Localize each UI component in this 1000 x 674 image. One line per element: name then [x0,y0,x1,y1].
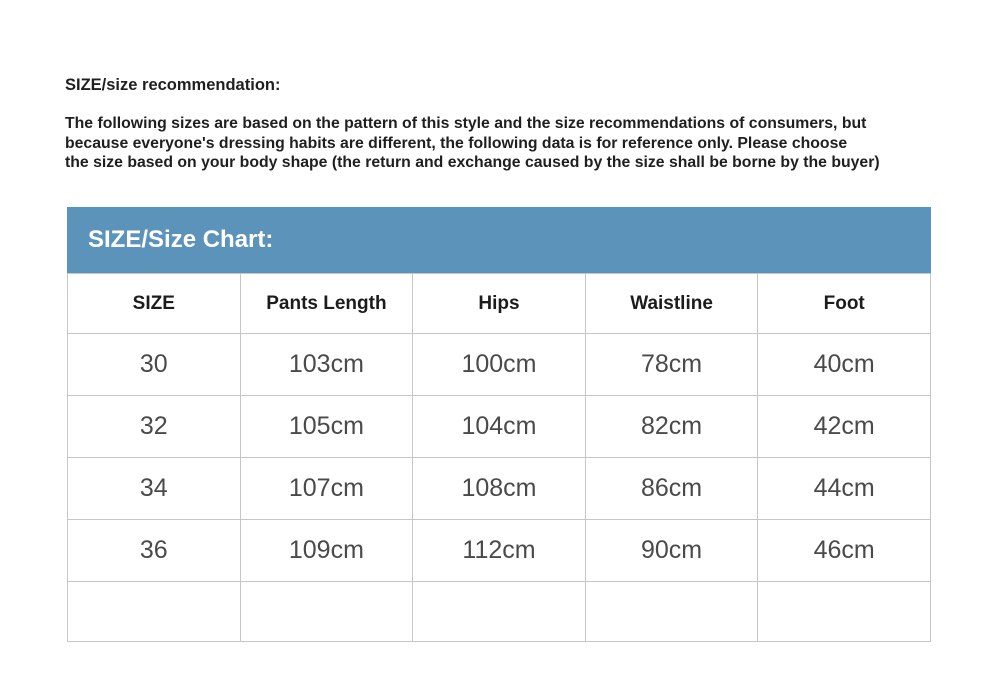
table-cell: 112cm [413,520,586,582]
table-cell: 105cm [240,396,413,458]
table-cell: 82cm [585,396,758,458]
table-cell [240,582,413,642]
size-note [65,114,880,173]
table-cell: 30 [68,334,241,396]
header-cell-hips: Hips [413,274,586,334]
table-cell: 40cm [758,334,931,396]
header-cell-foot: Foot [758,274,931,334]
table-cell: 104cm [413,396,586,458]
table-cell: 36 [68,520,241,582]
table-cell: 34 [68,458,241,520]
table-cell: 107cm [240,458,413,520]
size-chart-title: SIZE/Size Chart: [88,226,274,253]
size-note-line: The following sizes are based on the pattern of this style and the size recommendations of consumers, but [65,115,867,132]
table-cell: 90cm [585,520,758,582]
table-cell: 100cm [413,334,586,396]
size-table [67,273,931,642]
table-header-row [68,274,931,334]
table-cell [585,582,758,642]
header-cell-pants-length: Pants Length [240,274,413,334]
table-cell: 78cm [585,334,758,396]
table-cell: 44cm [758,458,931,520]
header-cell-waistline: Waistline [585,274,758,334]
table-cell: 103cm [240,334,413,396]
header-cell-size: SIZE [68,274,241,334]
table-row-empty [68,582,931,642]
table-cell: 86cm [585,458,758,520]
table-cell [413,582,586,642]
table-cell: 108cm [413,458,586,520]
table-cell: 32 [68,396,241,458]
table-row [68,396,931,458]
table-cell [68,582,241,642]
size-note-line: the size based on your body shape (the return and exchange caused by the size shall be borne by the buyer) [65,154,880,171]
table-cell: 109cm [240,520,413,582]
table-cell [758,582,931,642]
size-chart-title-bar [67,207,931,273]
size-note-line: because everyone's dressing habits are different, the following data is for reference only. Please choose [65,134,848,152]
table-row [68,520,931,582]
table-cell: 46cm [758,520,931,582]
page-heading: SIZE/size recommendation: [65,76,281,94]
table-cell: 42cm [758,396,931,458]
table-row [68,334,931,396]
table-row [68,458,931,520]
